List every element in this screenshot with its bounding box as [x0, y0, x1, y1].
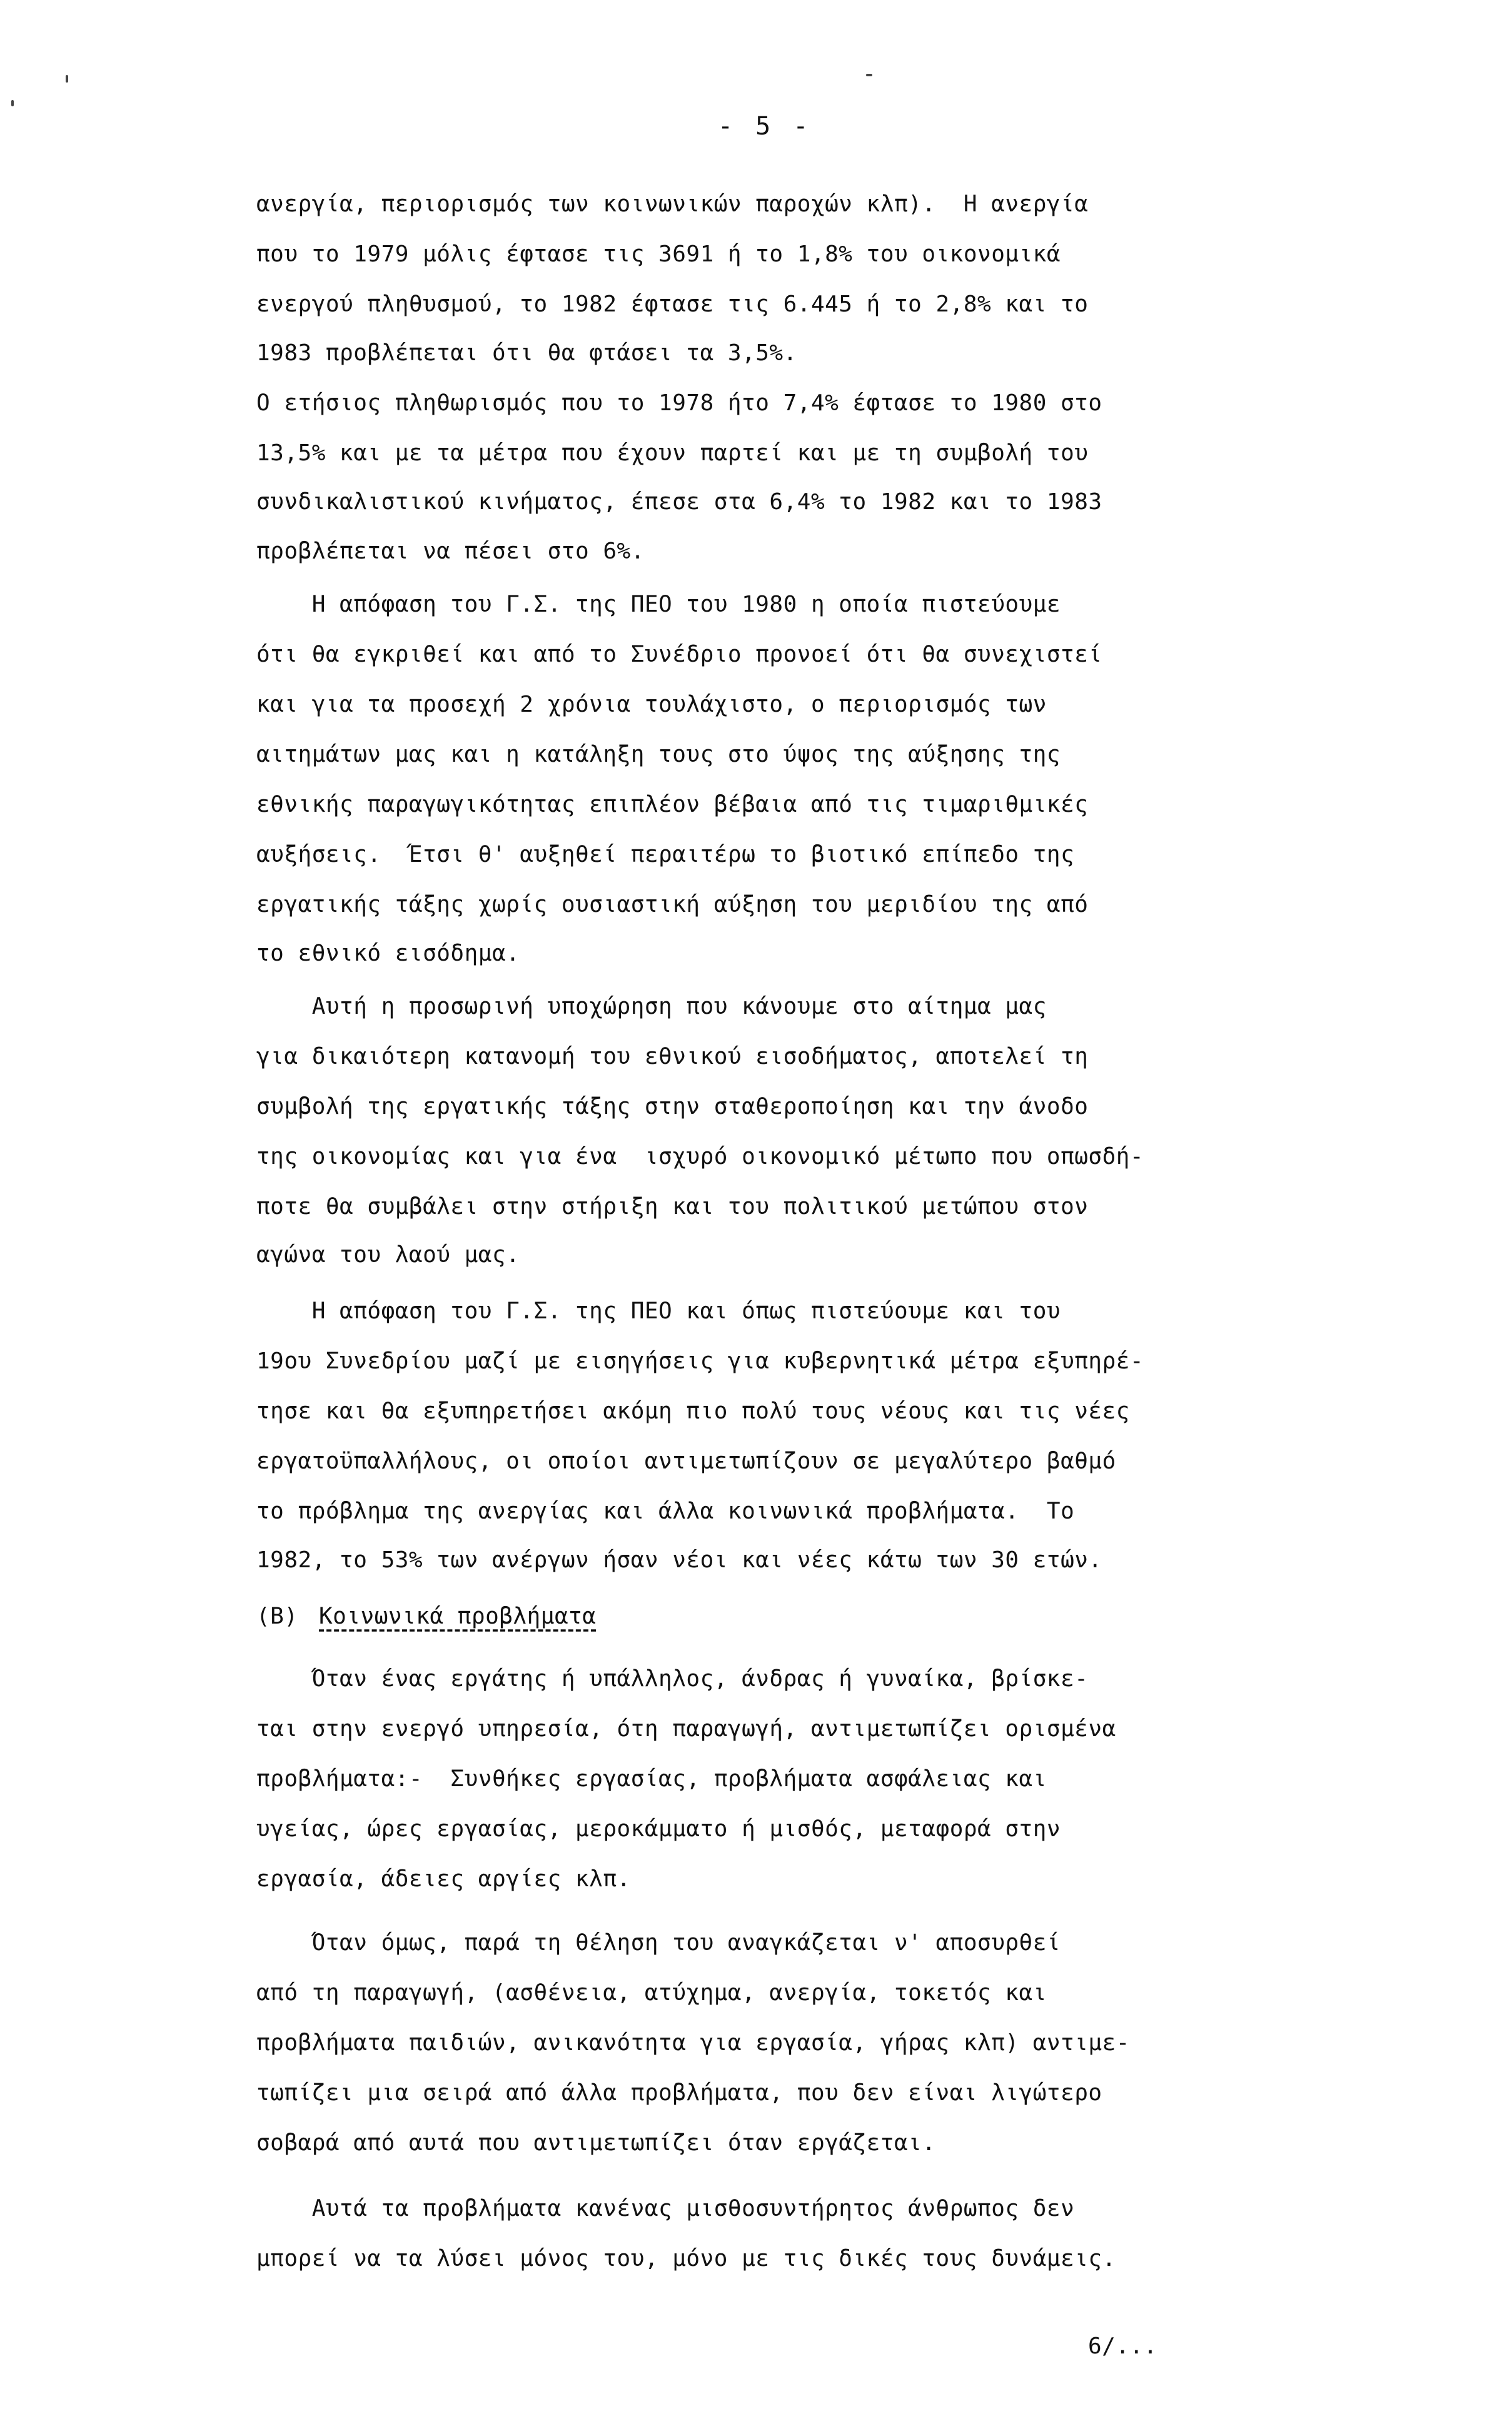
text-line: ότι θα εγκριθεί και από το Συνέδριο προνοεί ότι θα συνεχιστεί: [256, 642, 1102, 667]
text-line: σοβαρά από αυτά που αντιμετωπίζει όταν εργάζεται.: [256, 2130, 936, 2156]
text-line: εργασία, άδειες αργίες κλπ.: [256, 1866, 631, 1892]
text-line: 1983 προβλέπεται ότι θα φτάσει τα 3,5%.: [256, 340, 797, 366]
text-line: Όταν όμως, παρά τη θέληση του αναγκάζεται ν' αποσυρθεί: [256, 1930, 1061, 1956]
text-line: αιτημάτων μας και η κατάληξη τους στο ύψος της αύξησης της: [256, 742, 1061, 767]
section-label: (Β): [256, 1604, 298, 1629]
text-line: Ο ετήσιος πληθωρισμός που το 1978 ήτο 7,4% έφτασε το 1980 στο: [256, 390, 1102, 416]
text-line: Όταν ένας εργάτης ή υπάλληλος, άνδρας ή γυναίκα, βρίσκε-: [256, 1666, 1089, 1692]
scan-mark: [11, 100, 14, 106]
text-line: προβλήματα:- Συνθήκες εργασίας, προβλήματα ασφάλειας και: [256, 1766, 1047, 1792]
text-line: συμβολή της εργατικής τάξης στην σταθεροποίηση και την άνοδο: [256, 1094, 1089, 1120]
scan-mark: [866, 74, 872, 76]
continuation-marker: 6/...: [1088, 2333, 1157, 2359]
text-line: Αυτή η προσωρινή υποχώρηση που κάνουμε στο αίτημα μας: [256, 994, 1047, 1019]
text-line: μπορεί να τα λύσει μόνος του, μόνο με τις δικές τους δυνάμεις.: [256, 2246, 1116, 2272]
text-line: υγείας, ώρες εργασίας, μεροκάμματο ή μισθός, μεταφορά στην: [256, 1816, 1061, 1842]
text-line: το πρόβλημα της ανεργίας και άλλα κοινωνικά προβλήματα. Το: [256, 1499, 1075, 1524]
text-line: της οικονομίας και για ένα ισχυρό οικονομικό μέτωπο που οπωσδή-: [256, 1144, 1144, 1170]
text-line: συνδικαλιστικού κινήματος, έπεσε στα 6,4% το 1982 και το 1983: [256, 489, 1102, 515]
text-line: από τη παραγωγή, (ασθένεια, ατύχημα, ανεργία, τοκετός και: [256, 1980, 1047, 2006]
text-line: ανεργία, περιορισμός των κοινωνικών παροχών κλπ). Η ανεργία: [256, 191, 1089, 217]
text-line: ται στην ενεργό υπηρεσία, ότη παραγωγή, αντιμετωπίζει ορισμένα: [256, 1716, 1116, 1742]
text-line: αγώνα του λαού μας.: [256, 1242, 520, 1268]
text-line: ποτε θα συμβάλει στην στήριξη και του πολιτικού μετώπου στον: [256, 1194, 1089, 1220]
text-line: το εθνικό εισόδημα.: [256, 941, 520, 966]
text-line: που το 1979 μόλις έφτασε τις 3691 ή το 1,8% του οικονομικά: [256, 241, 1061, 267]
text-line: Η απόφαση του Γ.Σ. της ΠΕΟ και όπως πιστεύουμε και του: [256, 1298, 1061, 1324]
text-line: και για τα προσεχή 2 χρόνια τουλάχιστο, ο περιορισμός των: [256, 692, 1047, 717]
scan-mark: [66, 75, 68, 83]
text-line: προβλέπεται να πέσει στο 6%.: [256, 538, 645, 564]
text-line: Αυτά τα προβλήματα κανένας μισθοσυντήρητος άνθρωπος δεν: [256, 2196, 1075, 2221]
text-line: εργατικής τάξης χωρίς ουσιαστική αύξηση του μεριδίου της από: [256, 892, 1089, 917]
text-line: για δικαιότερη κατανομή του εθνικού εισοδήματος, αποτελεί τη: [256, 1044, 1089, 1069]
section-title: Κοινωνικά προβλήματα: [319, 1604, 597, 1629]
text-line: εθνικής παραγωγικότητας επιπλέον βέβαια από τις τιμαριθμικές: [256, 792, 1089, 817]
text-line: αυξήσεις. Έτσι θ' αυξηθεί περαιτέρω το βιοτικό επίπεδο της: [256, 842, 1075, 867]
text-line: Η απόφαση του Γ.Σ. της ΠΕΟ του 1980 η οποία πιστεύουμε: [256, 592, 1061, 617]
text-line: προβλήματα παιδιών, ανικανότητα για εργασία, γήρας κλπ) αντιμε-: [256, 2030, 1130, 2056]
text-line: τησε και θα εξυπηρετήσει ακόμη πιο πολύ τους νέους και τις νέες: [256, 1398, 1130, 1424]
page-number: - 5 -: [718, 112, 812, 141]
text-line: τωπίζει μια σειρά από άλλα προβλήματα, που δεν είναι λιγώτερο: [256, 2080, 1102, 2106]
text-line: εργατοϋπαλλήλους, οι οποίοι αντιμετωπίζουν σε μεγαλύτερο βαθμό: [256, 1448, 1116, 1474]
text-line: ενεργού πληθυσμού, το 1982 έφτασε τις 6.445 ή το 2,8% και το: [256, 291, 1089, 317]
text-line: 19ου Συνεδρίου μαζί με εισηγήσεις για κυβερνητικά μέτρα εξυπηρέ-: [256, 1348, 1144, 1374]
text-line: 13,5% και με τα μέτρα που έχουν παρτεί και με τη συμβολή του: [256, 440, 1089, 466]
text-line: 1982, το 53% των ανέργων ήσαν νέοι και νέες κάτω των 30 ετών.: [256, 1547, 1102, 1573]
